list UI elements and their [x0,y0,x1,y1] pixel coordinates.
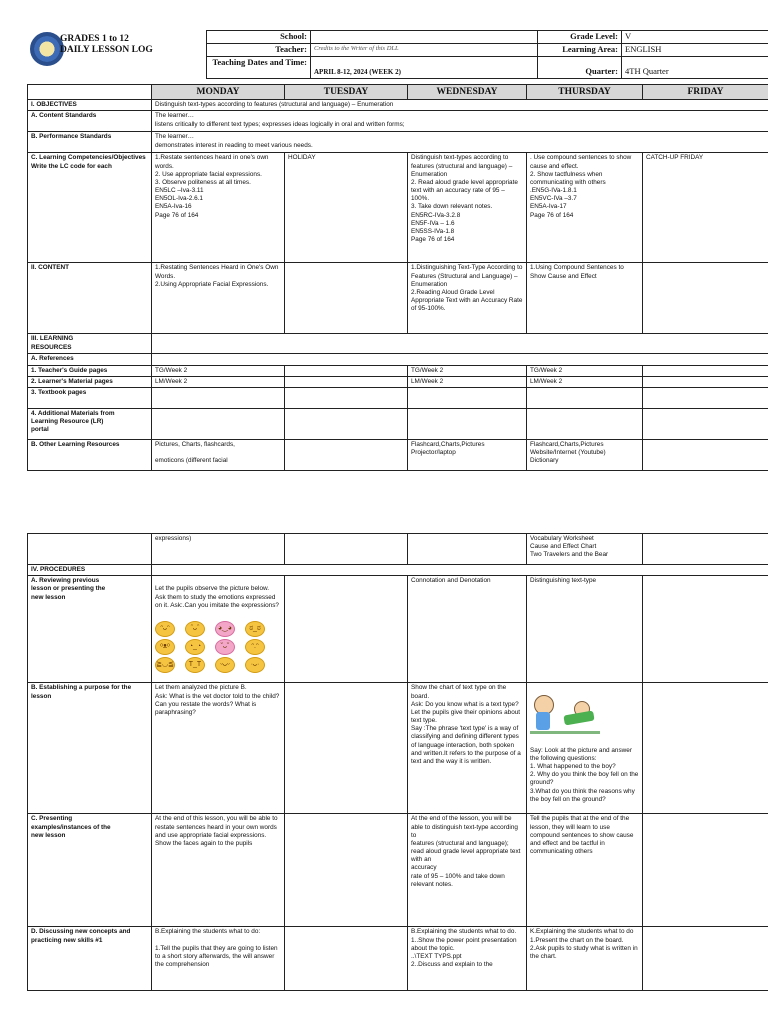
purpose-thursday-text: Say: Look at the picture and answer the following questions: 1. What happened to the boy? 2. Why do you think the boy fell on the ground? 3.What do you think the reasons why the boy fell on the ground? [530,746,639,803]
emoticon-icon: ◔_◔ [185,639,205,655]
page-title [60,34,153,56]
lm-thursday: LM/Week 2 [527,376,643,387]
emoticon-icon: ᵔᴗᵔ [155,621,175,637]
content-wednesday: 1.Distinguishing Text-Type According to Features (Structural and Language) –Enumeration 2.Reading Aloud Grade Level Appropriate Text with an Accuracy Rate of 95-100%. [408,263,527,334]
tg-wednesday: TG/Week 2 [408,365,527,376]
reviewing-tuesday [285,576,408,683]
textbook-friday [643,387,768,408]
day-friday: FRIDAY [643,85,768,100]
tg-tuesday [285,365,408,376]
performance-standards-label: B. Performance Standards [28,132,152,153]
competencies-thursday: . Use compound sentences to show cause and effect. 2. Show tactfulness when communicating with others .EN5G-IVa-1.8.1 EN5VC-IVa –3.7 EN5A-Iva-17 Page 76 of 164 [527,153,643,263]
purpose-label: B. Establishing a purpose for the lesson [28,683,152,814]
reviewing-thursday: Distinguishing text-type [527,576,643,683]
competencies-wednesday: Distinguish text-types according to features (structural and language) – Enumeration 2. Read aloud grade level appropriate text with an accuracy rate of 95 – 100%. 3. Take down relevant notes. EN5RC-IVa-3.2.8 EN5F-IVa – 1.6 EN5SS-IVa-1.8 Page 76 of 164 [408,153,527,263]
teacher-label: Teacher: [207,43,311,56]
reviewing-friday [643,576,768,683]
content-standards-text: The learner… listens critically to different text types; expresses ideas logically in oral and written forms; [152,111,768,132]
quarter-value[interactable]: 4TH Quarter [622,56,768,78]
reviewing-monday-text: Let the pupils observe the picture below. Ask them to study the emotions expressed on it. Ask:.Can you imitate the expressions? [155,585,279,609]
lm-wednesday: LM/Week 2 [408,376,527,387]
additional-materials-label: 4. Additional Materials from Learning Resource (LR) portal [28,408,152,439]
objectives-text: Distinguish text-types according to features (structural and language) – Enumeration [152,100,768,111]
emoticon-icon: ˘ᴗ˘ [215,639,235,655]
emoticon-icon: ᵔ.ᵔ [245,639,265,655]
grade-level-value[interactable]: V [622,31,768,44]
additional-tuesday [285,408,408,439]
purpose-thursday [527,683,643,814]
presenting-tuesday [285,814,408,927]
purpose-wednesday: Show the chart of text type on the board. Ask: Do you know what is a text type? Let the pupils give their opinions about text type. Say :The phrase 'text type' is a way of classifying and defining different types of language interaction, both spoken and written.It refers to the purpose of a text and the way it is written. [408,683,527,814]
title-line-2: DAILY LESSON LOG [60,44,153,55]
cont-tuesday [285,534,408,565]
content-label: II. CONTENT [28,263,152,334]
cont-friday [643,534,768,565]
presenting-wednesday: At the end of the lesson, you will be able to distinguish text-type according to features (structural and language); read aloud grade level appropriate text with an accuracy rate of 95 – 100% and take down relevant notes. [408,814,527,927]
learning-area-label: Learning Area: [538,43,622,56]
learning-area-value[interactable]: ENGLISH [622,43,768,56]
competencies-tuesday: HOLIDAY [285,153,408,263]
school-value[interactable] [311,31,538,44]
content-thursday: 1.Using Compound Sentences to Show Cause and Effect [527,263,643,334]
day-monday: MONDAY [152,85,285,100]
additional-friday [643,408,768,439]
purpose-tuesday [285,683,408,814]
discussing-friday [643,927,768,991]
references-label: A. References [28,354,152,365]
competencies-monday: 1.Restate sentences heard in one's own words. 2. Use appropriate facial expressions. 3. Observe politeness at all times. EN5LC –Iva-3.11 EN5OL-Iva-2.6.1 EN5A-Iva-16 Page 76 of 164 [152,153,285,263]
school-label: School: [207,31,311,44]
purpose-friday [643,683,768,814]
reviewing-lesson-label: A. Reviewing previous lesson or presenting the new lesson [28,576,152,683]
emoticon-icon: ≧◡≦ [155,657,175,673]
emoticon-icon: T_T [185,657,205,673]
lesson-log-table-page-2 [27,533,768,991]
presenting-examples-label: C. Presenting examples/instances of the new lesson [28,814,152,927]
other-monday: Pictures, Charts, flashcards, emoticons (different facial [152,439,285,470]
presenting-monday: At the end of this lesson, you will be able to restate sentences heard in your own words and use appropriate facial expressions. Show the faces again to the pupils [152,814,285,927]
tg-monday: TG/Week 2 [152,365,285,376]
other-resources-label: B. Other Learning Resources [28,439,152,470]
content-tuesday [285,263,408,334]
reviewing-wednesday: Connotation and Denotation [408,576,527,683]
additional-thursday [527,408,643,439]
lm-monday: LM/Week 2 [152,376,285,387]
title-line-1: GRADES 1 to 12 [60,34,129,44]
discussing-tuesday [285,927,408,991]
discussing-wednesday: B.Explaining the students what to do. 1..Show the power point presentation about the topic. ..\TEXT TYPS.ppt 2..Discuss and explain to the [408,927,527,991]
other-tuesday [285,439,408,470]
competencies-friday: CATCH-UP FRIDAY [643,153,768,263]
learning-resources-blank [152,334,768,354]
references-blank [152,354,768,365]
content-standards-label: A. Content Standards [28,111,152,132]
emoticon-icon: ᵕᴗᵕ [215,657,235,673]
discussing-concepts-label: D. Discussing new concepts and practicing new skills #1 [28,927,152,991]
emoticon-icon: ·ᴗ· [245,657,265,673]
emoticon-icon: ◕‿◕ [215,621,235,637]
learning-resources-label: III. LEARNING RESOURCES [28,334,152,354]
teaching-dates-label: Teaching Dates and Time: [207,56,311,78]
textbook-wednesday [408,387,527,408]
presenting-thursday: Tell the pupils that at the end of the lesson, they will learn to use compound sentences to show cause and effect and be tactful in communicating others [527,814,643,927]
tg-friday [643,365,768,376]
purpose-monday: Let them analyzed the picture B. Ask: What is the vet doctor told to the child? Can you restate the words? What is paraphrasing? [152,683,285,814]
teachers-guide-label: 1. Teacher's Guide pages [28,365,152,376]
cont-thursday: Vocabulary Worksheet Cause and Effect Chart Two Travelers and the Bear [527,534,643,565]
other-wednesday: Flashcard,Charts,Pictures Projector/laptop [408,439,527,470]
emoticon-icon: ˆᴗˆ [185,621,205,637]
performance-standards-text: The learner… demonstrates interest in reading to meet various needs. [152,132,768,153]
quarter-label: Quarter: [538,56,622,78]
cont-monday: expressions) [152,534,285,565]
teacher-value[interactable]: Credits to the Writer of this DLL [311,43,538,56]
additional-wednesday [408,408,527,439]
header-info-table [206,30,768,79]
deped-logo [30,32,64,66]
day-tuesday: TUESDAY [285,85,408,100]
textbook-monday [152,387,285,408]
objectives-label: I. OBJECTIVES [28,100,152,111]
cont-wednesday [408,534,527,565]
textbook-thursday [527,387,643,408]
textbook-label: 3. Textbook pages [28,387,152,408]
continuation-label [28,534,152,565]
presenting-friday [643,814,768,927]
tg-thursday: TG/Week 2 [527,365,643,376]
procedures-label: IV. PROCEDURES [28,565,152,576]
lm-tuesday [285,376,408,387]
boy-fell-picture [530,695,600,735]
emoticon-icon: ಠ_ಠ [245,621,265,637]
days-header-blank [28,85,152,100]
lesson-log-table-page-1 [27,84,768,471]
emoticon-icon: ᵒᴥᵒ [155,639,175,655]
teaching-dates-value[interactable]: APRIL 8-12, 2024 (WEEK 2) [311,56,538,78]
discussing-monday: B.Explaining the students what to do: 1.Tell the pupils that they are going to listen to a short story afterwards, the will answer the comprehension [152,927,285,991]
additional-monday [152,408,285,439]
discussing-thursday: K.Explaining the students what to do 1.Present the chart on the board. 2.Ask pupils to study what is written in the chart. [527,927,643,991]
grade-level-label: Grade Level: [538,31,622,44]
other-thursday: Flashcard,Charts,Pictures Website/Internet (Youtube) Dictionary [527,439,643,470]
emoticons-picture [155,621,281,673]
learners-material-label: 2. Learner's Material pages [28,376,152,387]
content-monday: 1.Restating Sentences Heard in One's Own Words. 2.Using Appropriate Facial Expressions. [152,263,285,334]
competencies-label: C. Learning Competencies/Objectives Write the LC code for each [28,153,152,263]
day-wednesday: WEDNESDAY [408,85,527,100]
lm-friday [643,376,768,387]
textbook-tuesday [285,387,408,408]
content-friday [643,263,768,334]
procedures-blank [152,565,768,576]
other-friday [643,439,768,470]
reviewing-monday [152,576,285,683]
day-thursday: THURSDAY [527,85,643,100]
